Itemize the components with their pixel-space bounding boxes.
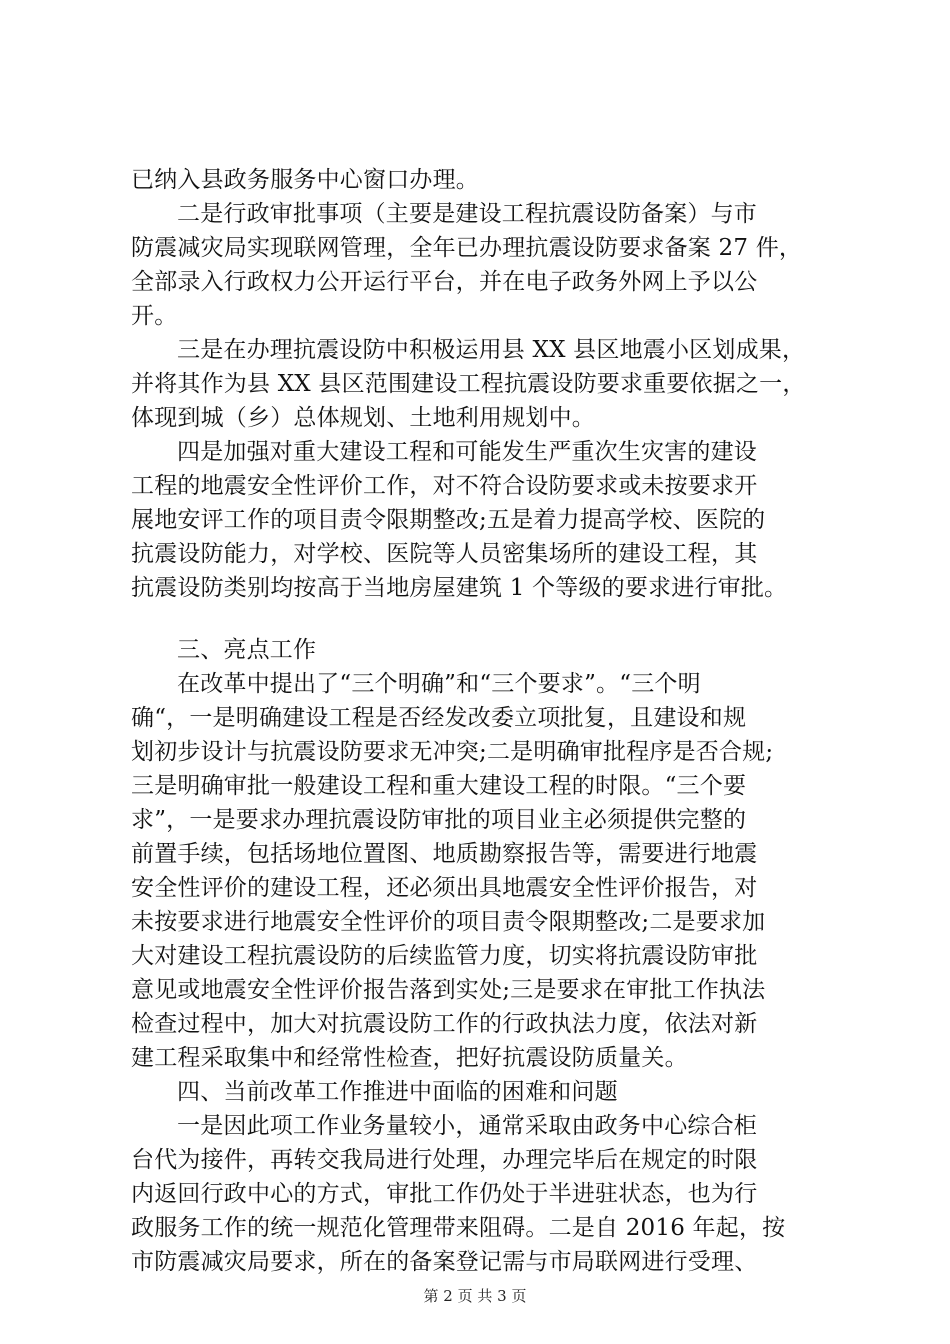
text-line: 意见或地震安全性评价报告落到实处;三是要求在审批工作执法 <box>131 977 766 1003</box>
paragraph-gap <box>131 605 849 633</box>
text-line: 在改革中提出了“三个明确”和“三个要求”。“三个明 <box>177 671 701 697</box>
text-line: 内返回行政中心的方式，审批工作仍处于半进驻状态，也为行 <box>131 1181 758 1207</box>
text-line: 三是在办理抗震设防中积极运用县 XX 县区地震小区划成果， <box>177 337 806 363</box>
text-line: 防震减灾局实现联网管理，全年已办理抗震设防要求备案 27 件， <box>131 235 803 261</box>
text-line: 确“，一是明确建设工程是否经发改委立项批复，且建设和规 <box>131 705 747 731</box>
text-line: 台代为接件，再转交我局进行处理，办理完毕后在规定的时限 <box>131 1147 758 1173</box>
text-line: 体现到城（乡）总体规划、土地利用规划中。 <box>131 405 595 431</box>
text-line: 三、亮点工作 <box>177 637 317 663</box>
text-line: 已纳入县政务服务中心窗口办理。 <box>131 167 479 193</box>
text-line: 检查过程中，加大对抗震设防工作的行政执法力度，依法对新 <box>131 1011 758 1037</box>
text-line: 工程的地震安全性评价工作，对不符合设防要求或未按要求开 <box>131 473 758 499</box>
text-line: 前置手续，包括场地位置图、地质勘察报告等，需要进行地震 <box>131 841 758 867</box>
text-line: 划初步设计与抗震设防要求无冲突;二是明确审批程序是否合规; <box>131 739 774 765</box>
text-line: 安全性评价的建设工程，还必须出具地震安全性评价报告，对 <box>131 875 758 901</box>
text-line: 四是加强对重大建设工程和可能发生严重次生灾害的建设 <box>177 439 757 465</box>
text-line: 政服务工作的统一规范化管理带来阻碍。二是自 2016 年起，按 <box>131 1215 786 1241</box>
text-line: 抗震设防能力，对学校、医院等人员密集场所的建设工程，其 <box>131 541 758 567</box>
text-line: 开。 <box>131 303 178 329</box>
document-body <box>131 163 849 1279</box>
text-line: 未按要求进行地震安全性评价的项目责令限期整改;二是要求加 <box>131 909 766 935</box>
text-line: 抗震设防类别均按高于当地房屋建筑 1 个等级的要求进行审批。 <box>131 575 788 601</box>
text-line: 全部录入行政权力公开运行平台，并在电子政务外网上予以公 <box>131 269 758 295</box>
text-line: 大对建设工程抗震设防的后续监管力度，切实将抗震设防审批 <box>131 943 758 969</box>
text-line: 一是因此项工作业务量较小，通常采取由政务中心综合柜 <box>177 1113 757 1139</box>
page-footer: 第 2 页 共 3 页 <box>423 1287 527 1305</box>
text-line: 三是明确审批一般建设工程和重大建设工程的时限。“三个要 <box>131 773 747 799</box>
text-line: 建工程采取集中和经常性检查，把好抗震设防质量关。 <box>131 1045 688 1071</box>
text-line: 四、当前改革工作推进中面临的困难和问题 <box>177 1079 618 1105</box>
text-line: 二是行政审批事项（主要是建设工程抗震设防备案）与市 <box>177 201 757 227</box>
text-line: 求”，一是要求办理抗震设防审批的项目业主必须提供完整的 <box>131 807 747 833</box>
text-line: 展地安评工作的项目责令限期整改;五是着力提高学校、医院的 <box>131 507 766 533</box>
text-line: 市防震减灾局要求，所在的备案登记需与市局联网进行受理、 <box>131 1249 758 1275</box>
text-line: 并将其作为县 XX 县区范围建设工程抗震设防要求重要依据之一， <box>131 371 806 397</box>
